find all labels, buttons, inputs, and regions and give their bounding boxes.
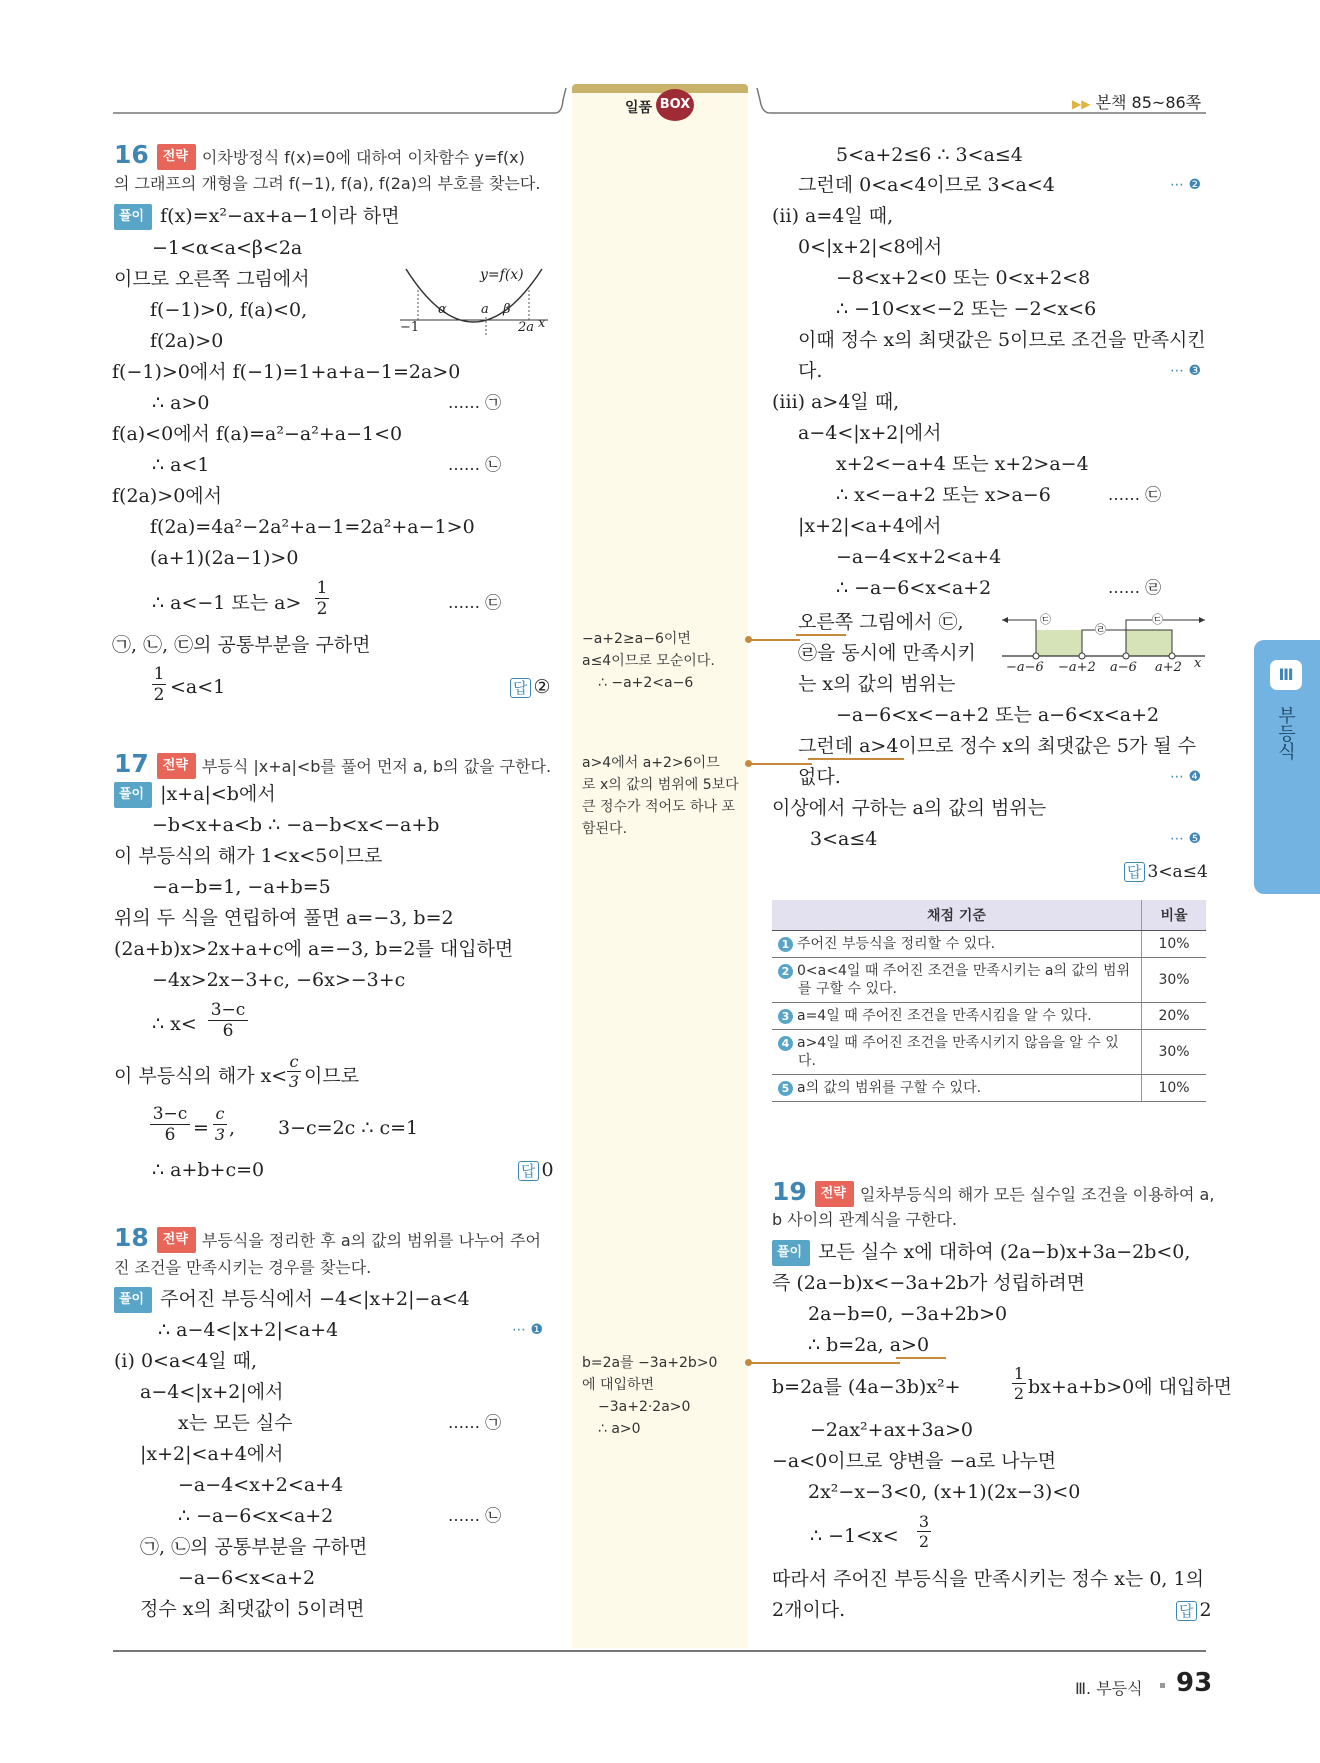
p19-answer: 답 2 bbox=[1176, 1598, 1212, 1623]
p16-answer: 답 ② bbox=[510, 675, 551, 700]
p16-mark: …… ㉡ bbox=[448, 455, 502, 474]
p17-line: ∴ a+b+c=0 bbox=[152, 1159, 265, 1181]
page-number: 93 bbox=[1176, 1668, 1213, 1698]
p18-line: ∴ −a−6<x<a+2 bbox=[178, 1505, 334, 1527]
p18-line: −8<x+2<0 또는 0<x+2<8 bbox=[836, 267, 1091, 289]
p18-line: a−4<|x+2|에서 bbox=[140, 1381, 284, 1403]
graph-label: β bbox=[503, 302, 511, 317]
p18-line: 없다. bbox=[798, 766, 841, 788]
nl-label: a+2 bbox=[1155, 660, 1182, 675]
p18-line: 그런데 a>4이므로 정수 x의 최댓값은 5가 될 수 bbox=[798, 735, 1197, 757]
p19-line: −2ax²+ax+3a>0 bbox=[810, 1419, 973, 1441]
p18-mark: …… ㉣ bbox=[1108, 578, 1162, 597]
p16-line: (a+1)(2a−1)>0 bbox=[150, 547, 299, 569]
p18-answer: 답 3<a≤4 bbox=[1124, 860, 1208, 884]
step-number: 3 bbox=[778, 1009, 793, 1024]
p16-line: <a<1 bbox=[170, 676, 226, 698]
graph-label: x bbox=[538, 316, 546, 331]
p18-line: −a−4<x+2<a+4 bbox=[178, 1474, 344, 1496]
p18-line: (ii) a=4일 때, bbox=[772, 205, 894, 227]
p17-frac: 3−c 6 bbox=[150, 1104, 190, 1145]
table-row: 3 a=4일 때 주어진 조건을 만족시킴을 알 수 있다. 20% bbox=[772, 1003, 1206, 1030]
sidebar-note-2: a>4에서 a+2>6이므 로 x의 값의 범위에 5보다 큰 정수가 적어도 하나 포 함된다. bbox=[582, 755, 739, 837]
note-connector bbox=[750, 763, 812, 765]
p18-line: ∴ x<−a+2 또는 x>a−6 bbox=[836, 484, 1051, 506]
p17-line: 3−c=2c ∴ c=1 bbox=[278, 1117, 419, 1139]
p16-line: ㉠, ㉡, ㉢의 공통부분을 구하면 bbox=[112, 634, 371, 656]
p19-frac: 1 2 bbox=[1013, 1364, 1025, 1403]
step-number: 5 bbox=[778, 1081, 793, 1096]
p16-line: f(a)<0에서 f(a)=a²−a²+a−1<0 bbox=[112, 423, 403, 445]
p18-line: 다. bbox=[798, 360, 823, 382]
footer-sep bbox=[1160, 1683, 1165, 1688]
p18-line: 는 x의 값의 범위는 bbox=[798, 673, 956, 695]
p19-header: 19 전략 일차부등식의 해가 모든 실수일 조건을 이용하여 a, bbox=[772, 1177, 1215, 1206]
p18-strategy-2: 진 조건을 만족시키는 경우를 찾는다. bbox=[114, 1258, 372, 1277]
p18-line: 그런데 0<a<4이므로 3<a<4 bbox=[798, 174, 1055, 196]
chevron-right-icon: ▶▶ bbox=[1072, 97, 1091, 111]
p16-line: f(2a)>0에서 bbox=[112, 485, 222, 507]
nl-label: a−6 bbox=[1110, 660, 1137, 675]
p18-mark: …… ㉢ bbox=[1108, 485, 1162, 504]
p16-line: ∴ a>0 bbox=[152, 392, 210, 414]
p19-line: 따라서 주어진 부등식을 만족시키는 정수 x는 0, 1의 bbox=[772, 1568, 1204, 1590]
p17-line: 위의 두 식을 연립하여 풀면 a=−3, b=2 bbox=[114, 907, 454, 929]
p17-line: 이므로 bbox=[304, 1065, 360, 1087]
p18-line: −a−6<x<−a+2 또는 a−6<x<a+2 bbox=[836, 704, 1160, 726]
nl-label: ㉣ bbox=[1095, 623, 1106, 636]
chapter-tab[interactable] bbox=[1254, 640, 1320, 894]
p16-line: f(−1)>0에서 f(−1)=1+a+a−1=2a>0 bbox=[112, 361, 461, 383]
p16-line: ∴ a<−1 또는 a> bbox=[152, 592, 302, 614]
box-badge: BOX bbox=[656, 89, 694, 121]
table-row: 2 0<a<4일 때 주어진 조건을 만족시키는 a의 값의 범위를 구할 수 있다. 30% bbox=[772, 958, 1206, 1003]
p17-line: 이 부등식의 해가 1<x<5이므로 bbox=[114, 845, 383, 867]
p18-sol-1: 풀이 주어진 부등식에서 −4<|x+2|−a<4 bbox=[114, 1287, 470, 1313]
p19-line: ∴ −1<x< bbox=[810, 1525, 899, 1547]
graph-label: 2a bbox=[518, 320, 535, 335]
p16-line: f(−1)>0, f(a)<0, bbox=[150, 299, 308, 321]
grading-header-ratio: 비율 bbox=[1142, 900, 1207, 931]
p18-line: −a−4<x+2<a+4 bbox=[836, 546, 1002, 568]
p19-line: −a<0이므로 양변을 −a로 나누면 bbox=[772, 1450, 1057, 1472]
p17-line: −4x>2x−3+c, −6x>−3+c bbox=[152, 969, 406, 991]
p17-frac: c 3 bbox=[214, 1104, 226, 1144]
p18-line: ∴ a−4<|x+2|<a+4 bbox=[158, 1319, 339, 1341]
p17-line: −a−b=1, −a+b=5 bbox=[152, 876, 331, 898]
p18-line: ㉠, ㉡의 공통부분을 구하면 bbox=[140, 1536, 368, 1558]
table-row: 1 주어진 부등식을 정리할 수 있다. 10% bbox=[772, 931, 1206, 958]
note-underline bbox=[896, 1357, 946, 1359]
p18-line: 정수 x의 최댓값이 5이려면 bbox=[140, 1598, 365, 1620]
grading-table bbox=[772, 900, 1206, 1102]
p18-line: 0<|x+2|<8에서 bbox=[798, 236, 943, 258]
p16-mark: …… ㉢ bbox=[448, 593, 502, 612]
p18-mark: …… ㉠ bbox=[448, 1413, 502, 1432]
p19-line: 즉 (2a−b)x<−3a+2b가 성립하려면 bbox=[772, 1272, 1086, 1294]
p18-step: ⋯ ❸ bbox=[1170, 363, 1202, 379]
p16-sol-1: 풀이 f(x)=x²−ax+a−1이라 하면 bbox=[114, 204, 400, 230]
p17-frac: c 3 bbox=[288, 1052, 300, 1091]
p18-line: ∴ −10<x<−2 또는 −2<x<6 bbox=[836, 298, 1097, 320]
p19-frac: 3 2 bbox=[918, 1512, 930, 1551]
note-underline bbox=[808, 758, 904, 760]
p17-line: ∴ x< bbox=[152, 1013, 197, 1035]
p19-line: b=2a를 (4a−3b)x²+ bbox=[772, 1376, 961, 1398]
p18-line: |x+2|<a+4에서 bbox=[140, 1443, 284, 1465]
p18-line: 5<a+2≤6 ∴ 3<a≤4 bbox=[836, 144, 1023, 166]
step-number: 1 bbox=[778, 937, 793, 952]
sidebar-note-3: b=2a를 −3a+2b>0 에 대입하면 −3a+2·2a>0 ∴ a>0 bbox=[582, 1355, 718, 1437]
p18-mark: …… ㉡ bbox=[448, 1506, 502, 1525]
grading-header-criteria: 채점 기준 bbox=[772, 900, 1142, 931]
p18-line: ㉣을 동시에 만족시키 bbox=[798, 642, 976, 664]
footer-chapter: Ⅲ. 부등식 bbox=[1075, 1679, 1143, 1698]
p18-line: (i) 0<a<4일 때, bbox=[114, 1350, 258, 1372]
p18-line: 이때 정수 x의 최댓값은 5이므로 조건을 만족시킨 bbox=[798, 329, 1206, 351]
p16-line: f(2a)=4a²−2a²+a−1=2a²+a−1>0 bbox=[150, 516, 475, 538]
note-connector bbox=[750, 1362, 900, 1364]
chapter-roman: Ⅲ bbox=[1270, 660, 1302, 690]
graph-label: α bbox=[438, 302, 447, 317]
p18-line: x는 모든 실수 bbox=[178, 1412, 293, 1434]
p17-line: 이 부등식의 해가 x< bbox=[114, 1065, 288, 1087]
graph-label: y=f(x) bbox=[480, 267, 524, 283]
p16-frac: 1 2 bbox=[316, 578, 328, 619]
chapter-label: 부등식 bbox=[1275, 706, 1296, 760]
p18-step: ⋯ ❺ bbox=[1170, 831, 1202, 847]
step-number: 4 bbox=[778, 1036, 793, 1051]
p19-line: 2개이다. bbox=[772, 1599, 846, 1621]
p16-header: 16 전략 이차방정식 f(x)=0에 대하여 이차함수 y=f(x) bbox=[114, 140, 525, 169]
p16-frac: 1 2 bbox=[153, 664, 165, 705]
p18-step: ⋯ ❶ bbox=[512, 1322, 544, 1338]
p16-line: ∴ a<1 bbox=[152, 454, 210, 476]
nl-label: −a+2 bbox=[1058, 660, 1096, 675]
p19-line: 2x²−x−3<0, (x+1)(2x−3)<0 bbox=[808, 1481, 1081, 1503]
p18-line: (iii) a>4일 때, bbox=[772, 391, 900, 413]
p16-line: f(2a)>0 bbox=[150, 330, 224, 352]
p18-header: 18 전략 부등식을 정리한 후 a의 값의 범위를 나누어 주어 bbox=[114, 1223, 541, 1252]
p18-line: 오른쪽 그림에서 ㉢, bbox=[798, 611, 964, 633]
graph-label: −1 bbox=[400, 320, 420, 335]
nl-label: −a−6 bbox=[1006, 660, 1044, 675]
p18-line: a−4<|x+2|에서 bbox=[798, 422, 942, 444]
p17-frac: 3−c 6 bbox=[208, 1000, 248, 1041]
p16-mark: …… ㉠ bbox=[448, 393, 502, 412]
p18-line: −a−6<x<a+2 bbox=[178, 1567, 316, 1589]
note-connector bbox=[750, 639, 800, 641]
p16-strategy-2: 의 그래프의 개형을 그려 f(−1), f(a), f(2a)의 부호를 찾는다. bbox=[114, 174, 541, 193]
nl-label: x bbox=[1194, 656, 1202, 671]
page-ref: ▶▶ 본책 85~86쪽 bbox=[1072, 93, 1202, 112]
p19-line: ∴ b=2a, a>0 bbox=[808, 1334, 930, 1356]
p17-line: (2a+b)x>2x+a+c에 a=−3, b=2를 대입하면 bbox=[114, 938, 514, 960]
p17-header: 17 전략 부등식 |x+a|<b를 풀어 먼저 a, b의 값을 구한다. bbox=[114, 749, 552, 778]
p17-sol-1: 풀이 |x+a|<b에서 bbox=[114, 782, 276, 808]
p19-sol-1: 풀이 모든 실수 x에 대하여 (2a−b)x+3a−2b<0, bbox=[772, 1240, 1190, 1266]
graph-label: a bbox=[481, 302, 489, 317]
note-underline bbox=[796, 634, 846, 636]
footer-rule bbox=[113, 1650, 1206, 1652]
nl-label: ㉢ bbox=[1152, 613, 1163, 626]
p17-line: −b<x+a<b ∴ −a−b<x<−a+b bbox=[152, 814, 440, 836]
p19-line: 2a−b=0, −3a+2b>0 bbox=[808, 1303, 1008, 1325]
sidebar-note-1: −a+2≥a−6이면 a≤4이므로 모순이다. ∴ −a+2<a−6 bbox=[582, 631, 715, 691]
p17-answer: 답 0 bbox=[518, 1158, 554, 1183]
p16-line: −1<α<a<β<2a bbox=[152, 237, 303, 259]
nl-label: ㉢ bbox=[1040, 613, 1051, 626]
p18-line: x+2<−a+4 또는 x+2>a−4 bbox=[836, 453, 1089, 475]
p18-line: ∴ −a−6<x<a+2 bbox=[836, 577, 992, 599]
table-row: 5 a의 값의 범위를 구할 수 있다. 10% bbox=[772, 1075, 1206, 1102]
p16-line: 이므로 오른쪽 그림에서 bbox=[114, 268, 310, 290]
table-row: 4 a>4일 때 주어진 조건을 만족시키지 않음을 알 수 있다. 30% bbox=[772, 1030, 1206, 1075]
p18-line: |x+2|<a+4에서 bbox=[798, 515, 942, 537]
box-label: 일품 bbox=[625, 100, 653, 116]
step-number: 2 bbox=[778, 964, 793, 979]
p18-line: 이상에서 구하는 a의 값의 범위는 bbox=[772, 797, 1047, 819]
p18-step: ⋯ ❷ bbox=[1170, 177, 1202, 193]
p18-line: 3<a≤4 bbox=[810, 828, 878, 850]
p19-strategy-2: b 사이의 관계식을 구한다. bbox=[772, 1210, 958, 1229]
p18-step: ⋯ ❹ bbox=[1170, 769, 1202, 785]
p19-line: bx+a+b>0에 대입하면 bbox=[1028, 1376, 1233, 1398]
